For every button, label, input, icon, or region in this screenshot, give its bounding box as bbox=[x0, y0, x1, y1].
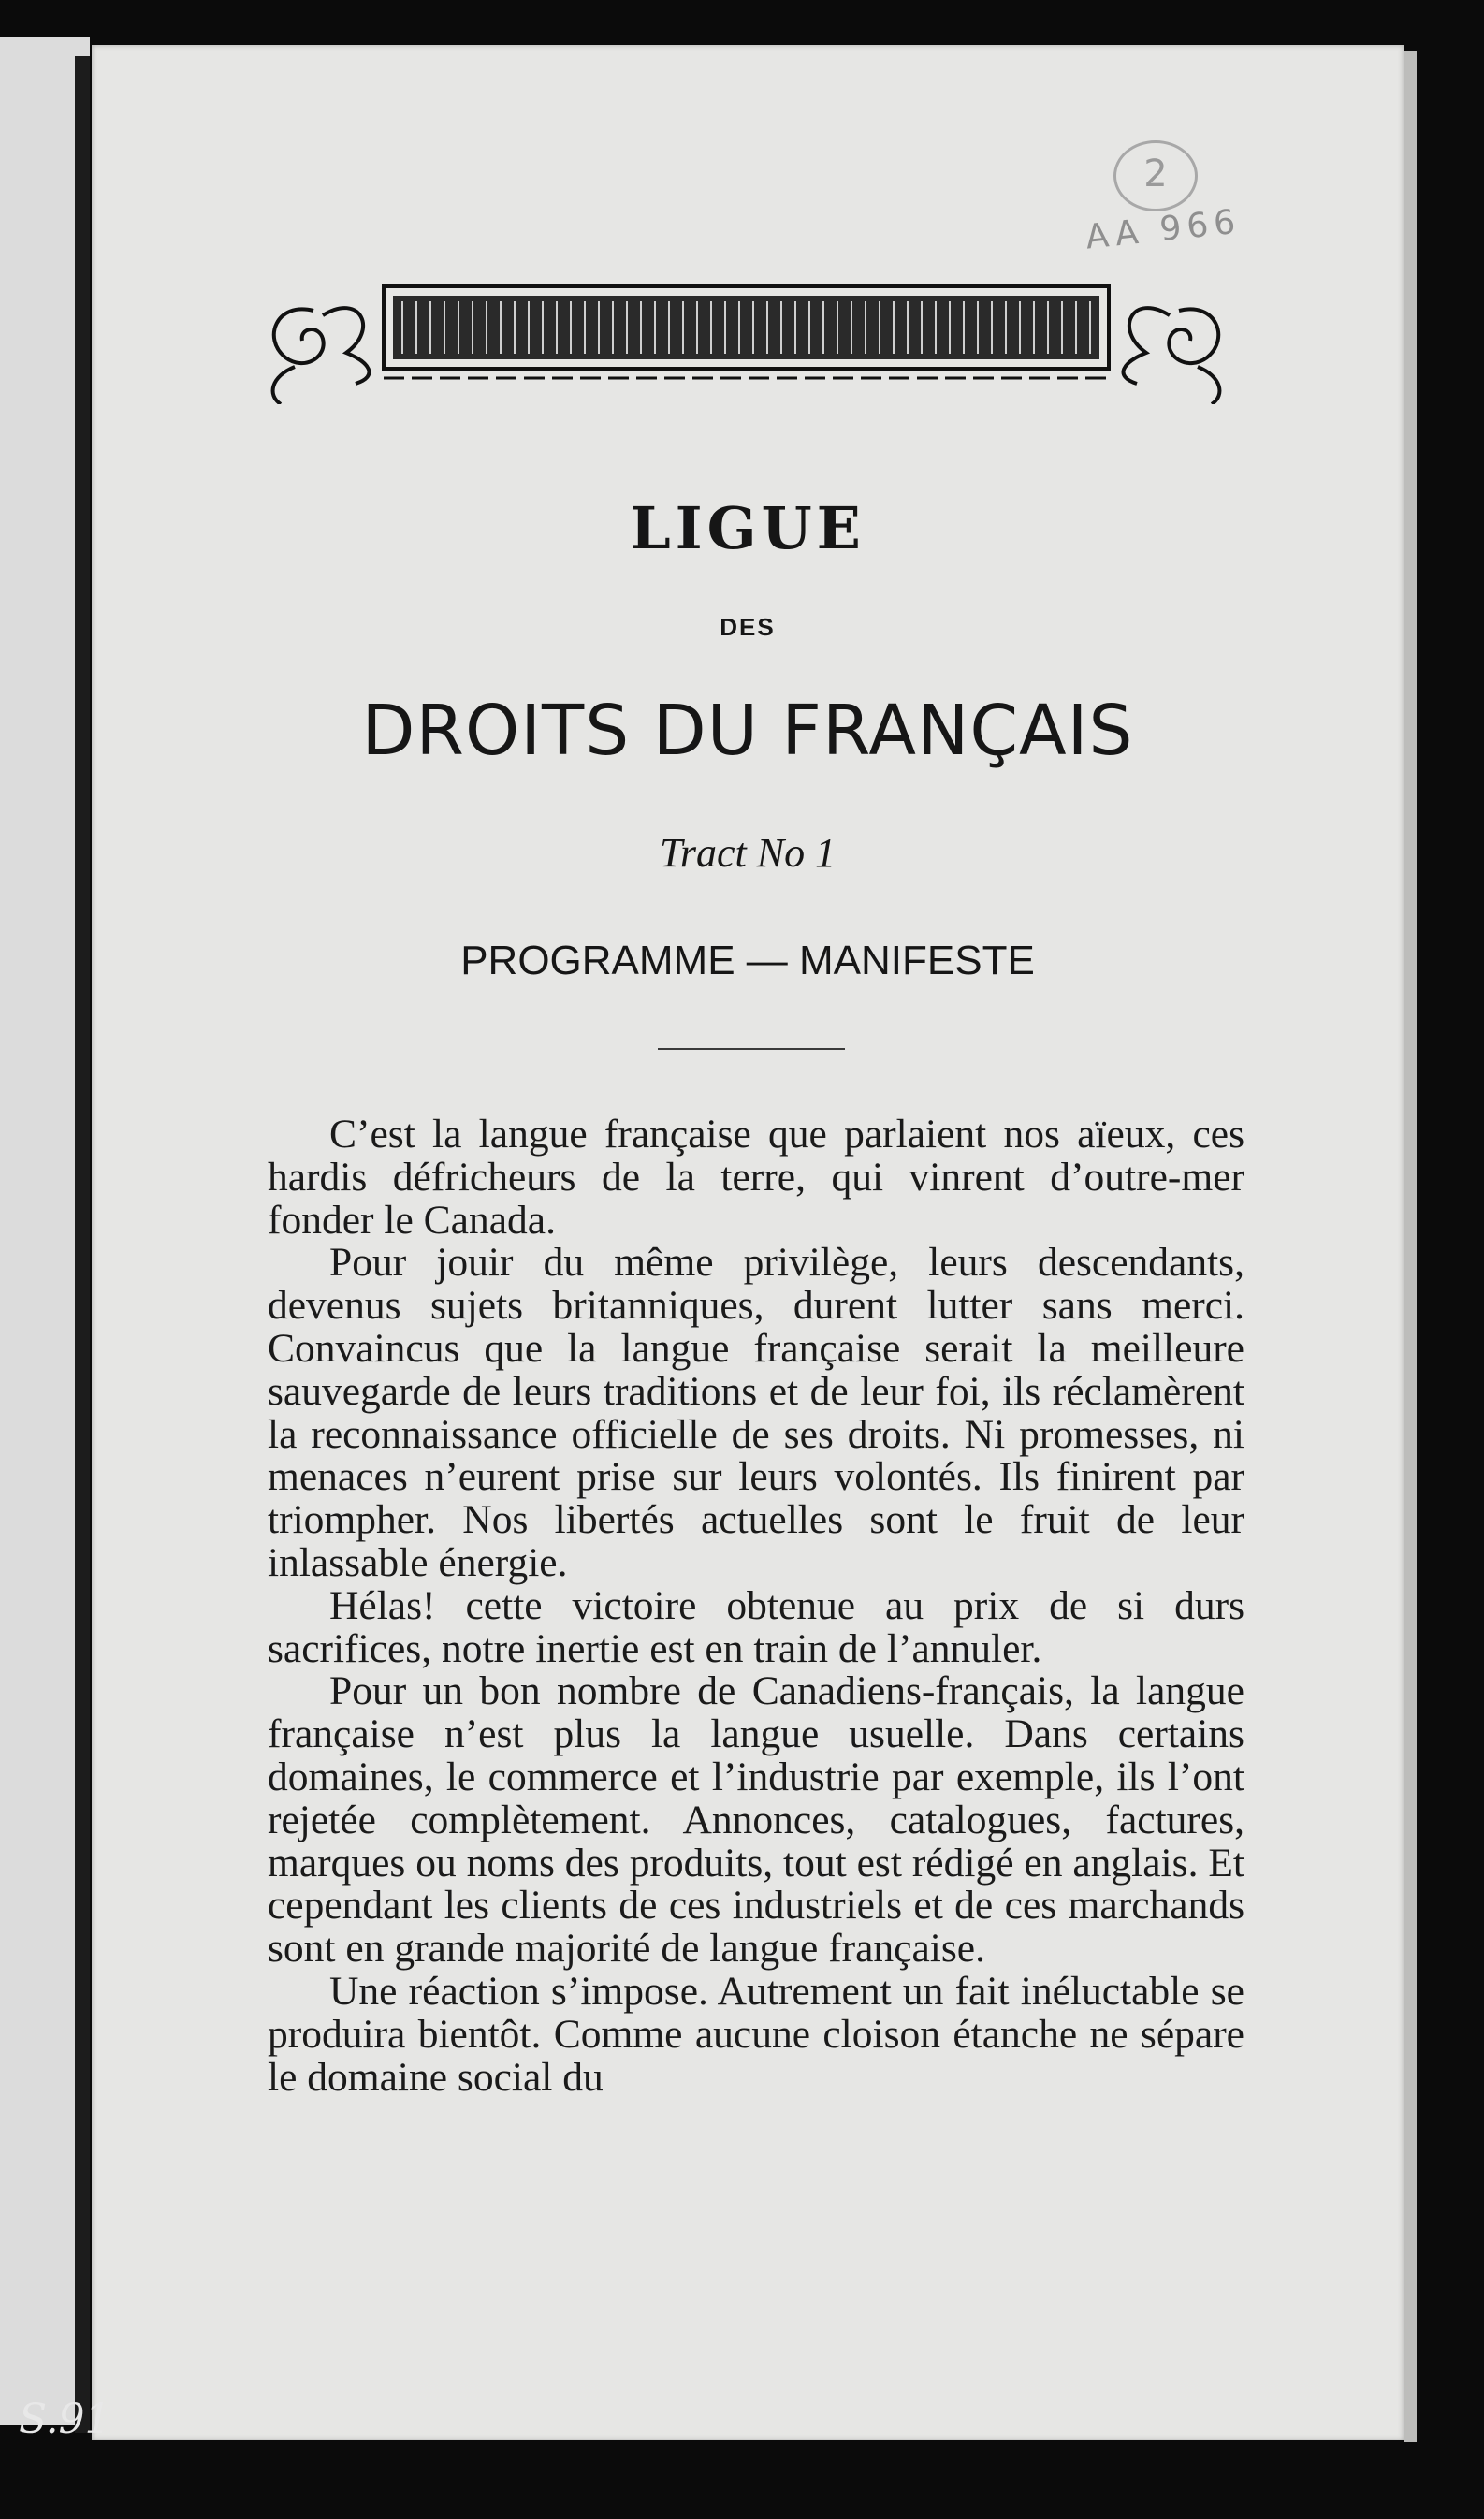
body-text bbox=[268, 1114, 1244, 2099]
pencil-circled-number-text: 2 bbox=[1143, 153, 1168, 196]
paragraph-5: Une réaction s’impose. Autrement un fait inéluctable se produira bientôt. Comme aucune cloison étanche ne sépare le domaine social du bbox=[268, 1968, 1244, 2100]
subtitle-programme-manifeste: PROGRAMME — MANIFESTE bbox=[460, 938, 1035, 983]
binding-edge bbox=[75, 56, 90, 2433]
title-main: DROITS DU FRANÇAIS bbox=[361, 691, 1134, 771]
paragraph-2: Pour jouir du même privilège, leurs descendants, devenus sujets britanniques, durent lutter sans merci. Convaincus que la langue française serait la meilleure sauvegarde de leurs traditions et de leur foi, ils réclamèrent la reconnaissance officielle de ses droits. Ni promesses, ni menaces n’eurent prise sur leurs volontés. Ils finirent par triompher. Nos libertés actuelles sont le fruit de leur inlassable énergie. bbox=[268, 1240, 1244, 1585]
title-des: DES bbox=[720, 613, 776, 641]
pencil-circled-number bbox=[1113, 140, 1198, 211]
archive-corner-mark: S.91 bbox=[19, 2395, 111, 2443]
pencil-annotation: AA 966 bbox=[1084, 202, 1244, 257]
paragraph-1: C’est la langue française que parlaient nos aïeux, ces hardis défricheurs de la terre, qui vinrent d’outre-mer fonder le Canada. bbox=[268, 1112, 1244, 1243]
decorative-header-ornament bbox=[257, 273, 1235, 404]
title-ligue: LIGUE bbox=[630, 494, 866, 562]
tract-number: Tract No 1 bbox=[659, 830, 837, 876]
paragraph-4: Pour un bon nombre de Canadiens-français, la langue française n’est plus la langue usuelle. Dans certains domaines, le commerce et l’industrie par exemple, ils l’ont rejetée complètement. Annonces, catalogues, factures, marques ou noms des produits, tout est rédigé en anglais. Et cependant les clients de ces industriels et de ces marchands sont en grande majorité de langue française. bbox=[268, 1668, 1244, 1972]
page-edge bbox=[1404, 51, 1417, 2442]
divider-rule bbox=[658, 1048, 845, 1050]
paragraph-3: Hélas! cette victoire obtenue au prix de si durs sacrifices, notre inertie est en train de l’annuler. bbox=[268, 1582, 1244, 1671]
